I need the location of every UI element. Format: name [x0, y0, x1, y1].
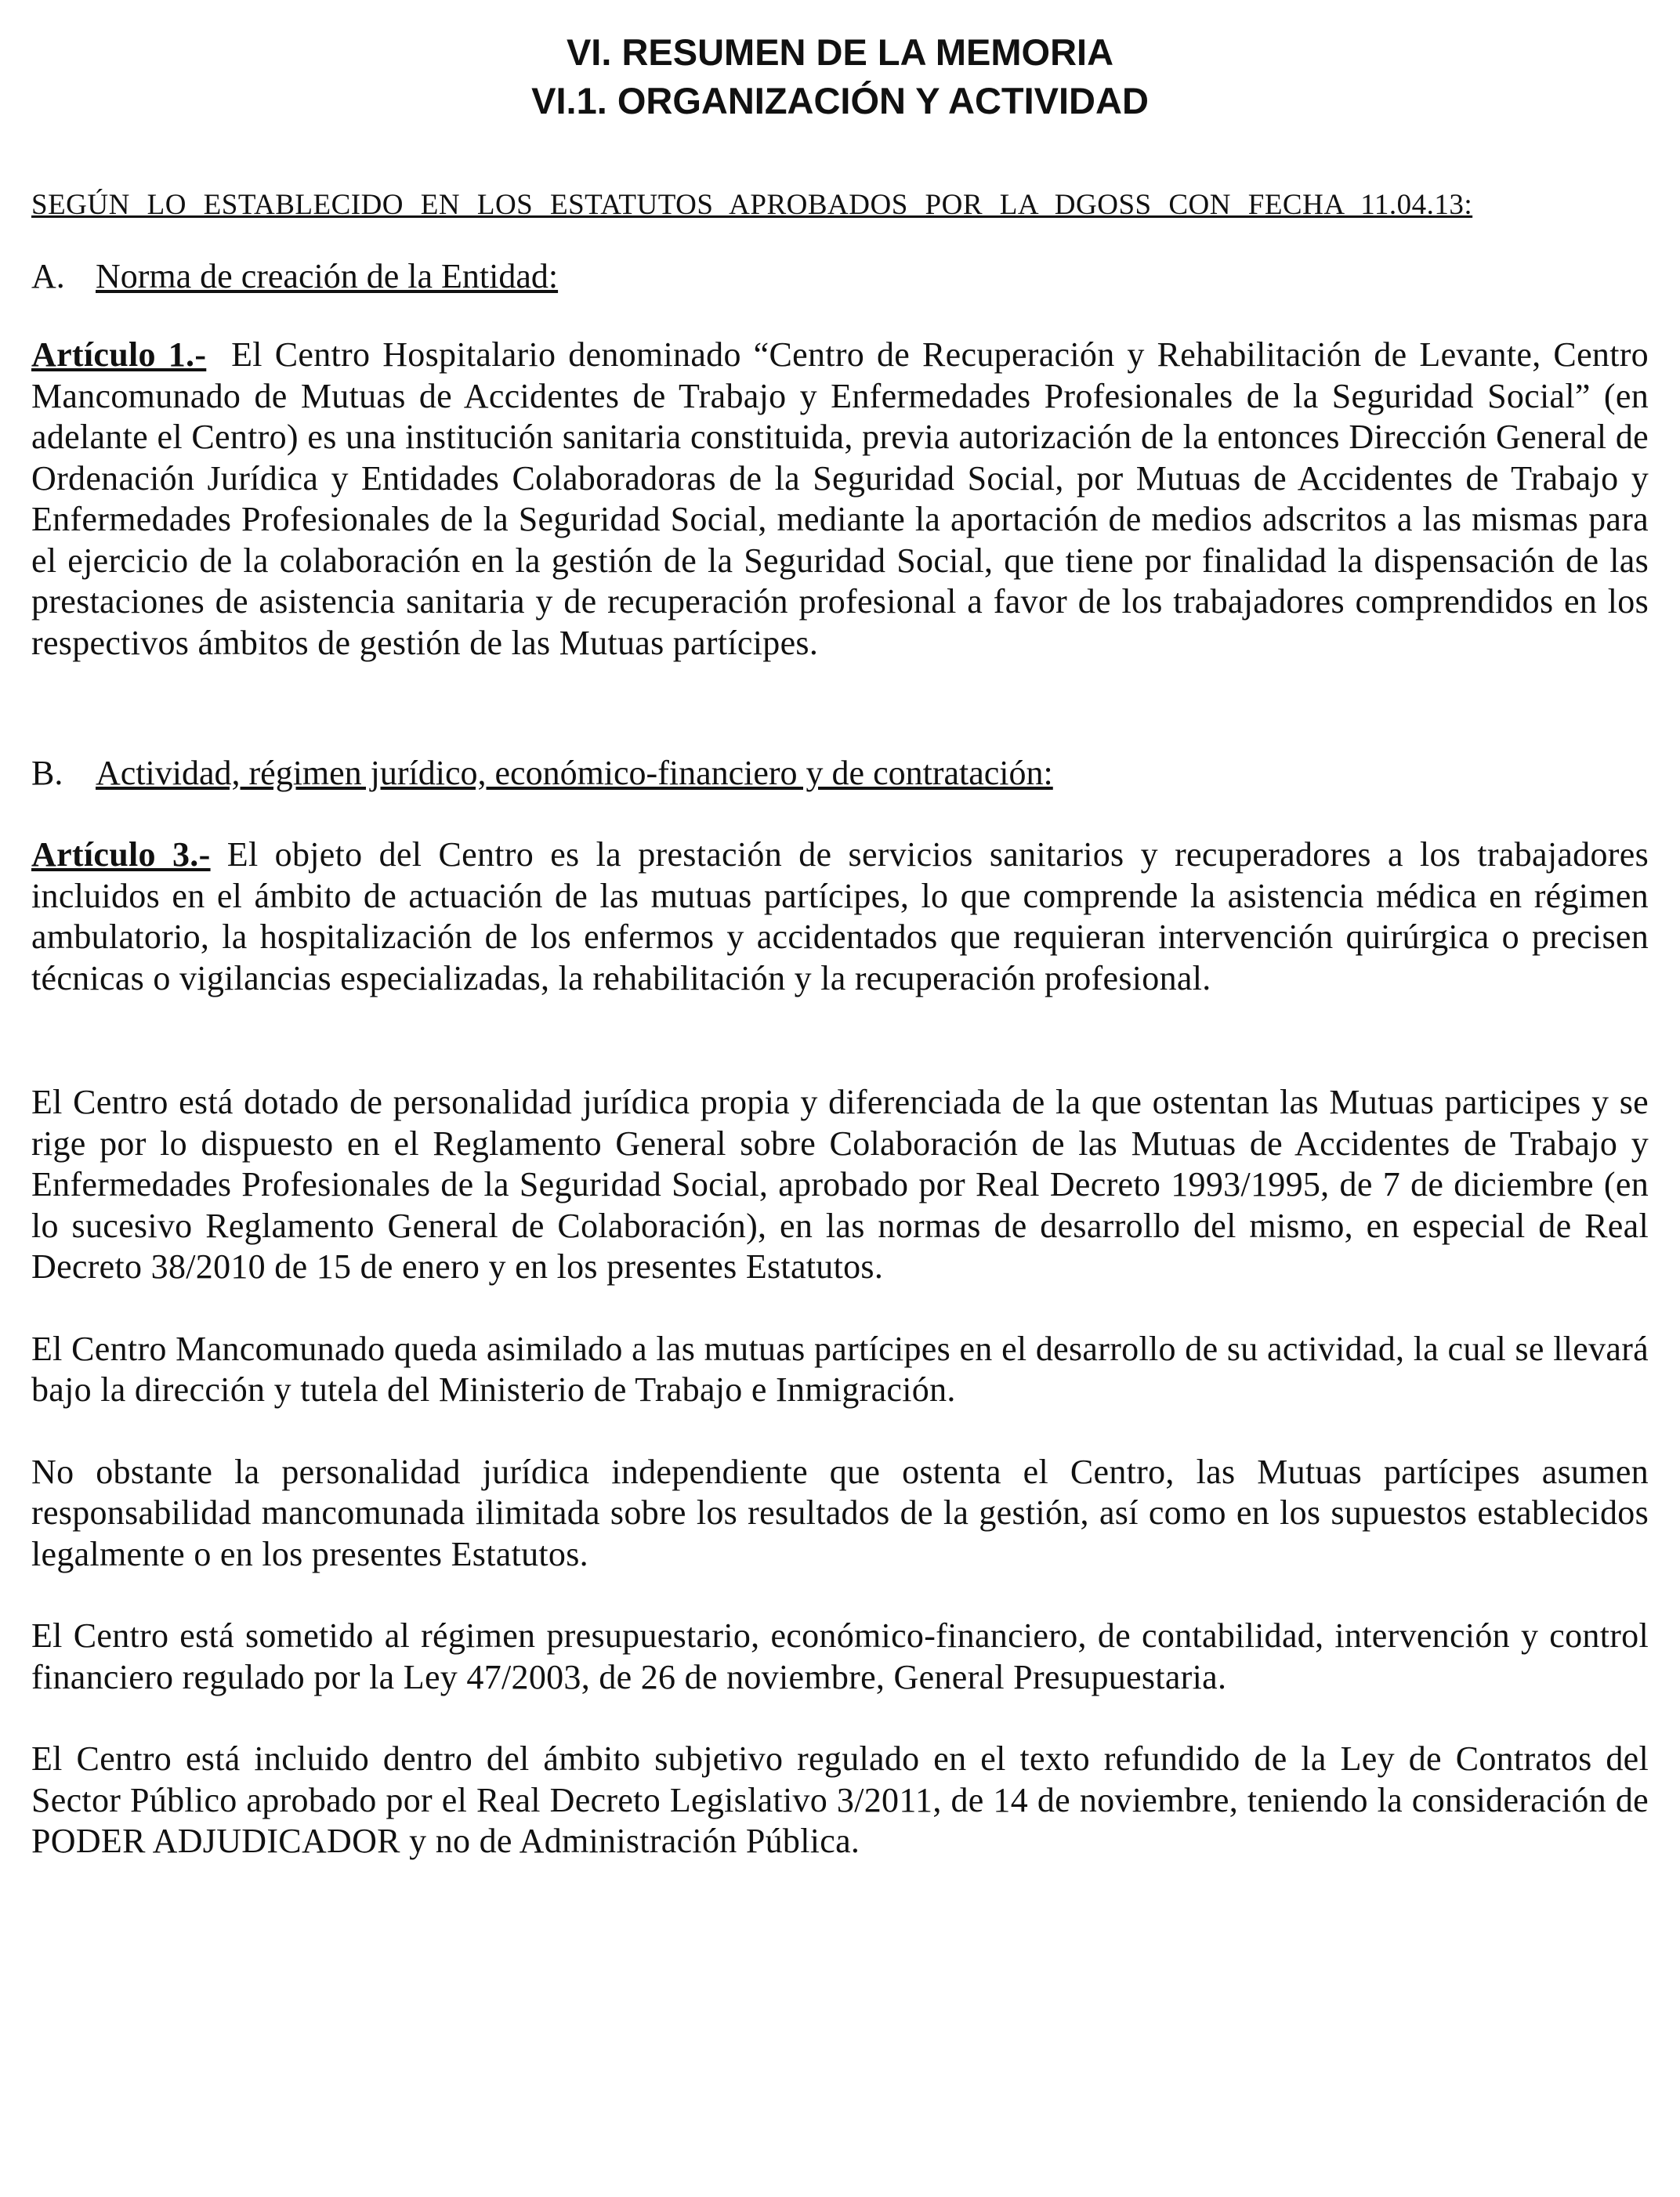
statutes-note: SEGÚN LO ESTABLECIDO EN LOS ESTATUTOS APROBADOS POR LA DGOSS CON FECHA 11.04.13:	[31, 189, 1473, 221]
assimilation-paragraph: El Centro Mancomunado queda asimilado a las mutuas partícipes en el desarrollo de su actividad, la cual se llevará bajo la dirección y tutela del Ministerio de Trabajo e Inmigración.	[31, 1329, 1649, 1409]
title-line-2: VI.1. ORGANIZACIÓN Y ACTIVIDAD	[531, 80, 1149, 121]
article-1-label: Artículo 1.-	[31, 335, 207, 374]
section-b-heading	[31, 751, 1649, 795]
article-1-text: El Centro Hospitalario denominado “Centro de Recuperación y Rehabilitación de Levante, Centro Mancomunado de Mutuas de Accidentes de Trabajo y Enfermedades Profesionales de la Seguridad Social” (en adelante el Centro) es una institución sanitaria constituida, previa autorización de la entonces Dirección General de Ordenación Jurídica y Entidades Colaboradoras de la Seguridad Social, por Mutuas de Accidentes de Trabajo y Enfermedades Profesionales de la Seguridad Social, mediante la aportación de medios adscritos a las mismas para el ejercicio de la colaboración en la gestión de la Seguridad Social, que tiene por finalidad la dispensación de las prestaciones de asistencia sanitaria y de recuperación profesional a favor de los trabajadores comprendidos en los respectivos ámbitos de gestión de las Mutuas partícipes.	[31, 335, 1649, 662]
article-3-text: El objeto del Centro es la prestación de servicios sanitarios y recuperadores a los trabajadores incluidos en el ámbito de actuación de las mutuas partícipes, lo que comprende la asistencia médica en régimen ambulatorio, la hospitalización de los enfermos y accidentados que requieran intervención quirúrgica o precisen técnicas o vigilancias especializadas, la rehabilitación y la recuperación profesional.	[31, 835, 1649, 997]
title-line-1: VI. RESUMEN DE LA MEMORIA	[566, 31, 1114, 73]
article-3-label: Artículo 3.-	[31, 835, 211, 874]
section-b-title: Actividad, régimen jurídico, económico-financiero y de contratación:	[96, 754, 1053, 792]
document-page	[31, 28, 1649, 1862]
section-a-title: Norma de creación de la Entidad:	[96, 257, 559, 295]
legal-personality-paragraph: El Centro está dotado de personalidad jurídica propia y diferenciada de la que ostentan las Mutuas participes y se rige por lo dispuesto en el Reglamento General sobre Colaboración de las Mutuas de Accidentes de Trabajo y Enfermedades Profesionales de la Seguridad Social, aprobado por Real Decreto 1993/1995, de 7 de diciembre (en lo sucesivo Reglamento General de Colaboración), en las normas de desarrollo del mismo, en especial de Real Decreto 38/2010 de 15 de enero y en los presentes Estatutos.	[31, 1083, 1649, 1286]
budget-regime-paragraph: El Centro está sometido al régimen presupuestario, económico-financiero, de contabilidad, intervención y control financiero regulado por la Ley 47/2003, de 26 de noviembre, General Presupuestaria.	[31, 1616, 1649, 1696]
liability-paragraph: No obstante la personalidad jurídica independiente que ostenta el Centro, las Mutuas partícipes asumen responsabilidad mancomunada ilimitada sobre los resultados de la gestión, así como en los supuestos establecidos legalmente o en los presentes Estatutos.	[31, 1452, 1649, 1573]
document-title	[31, 28, 1649, 125]
article-1-paragraph	[31, 335, 1649, 664]
public-contracts-paragraph: El Centro está incluido dentro del ámbito subjetivo regulado en el texto refundido de la Ley de Contratos del Sector Público aprobado por el Real Decreto Legislativo 3/2011, de 14 de noviembre, teniendo la consideración de PODER ADJUDICADOR y no de Administración Pública.	[31, 1739, 1649, 1860]
article-3-paragraph	[31, 834, 1649, 999]
section-b-letter: B.	[31, 754, 63, 792]
section-a-letter: A.	[31, 257, 65, 295]
section-a-heading	[31, 255, 1649, 299]
